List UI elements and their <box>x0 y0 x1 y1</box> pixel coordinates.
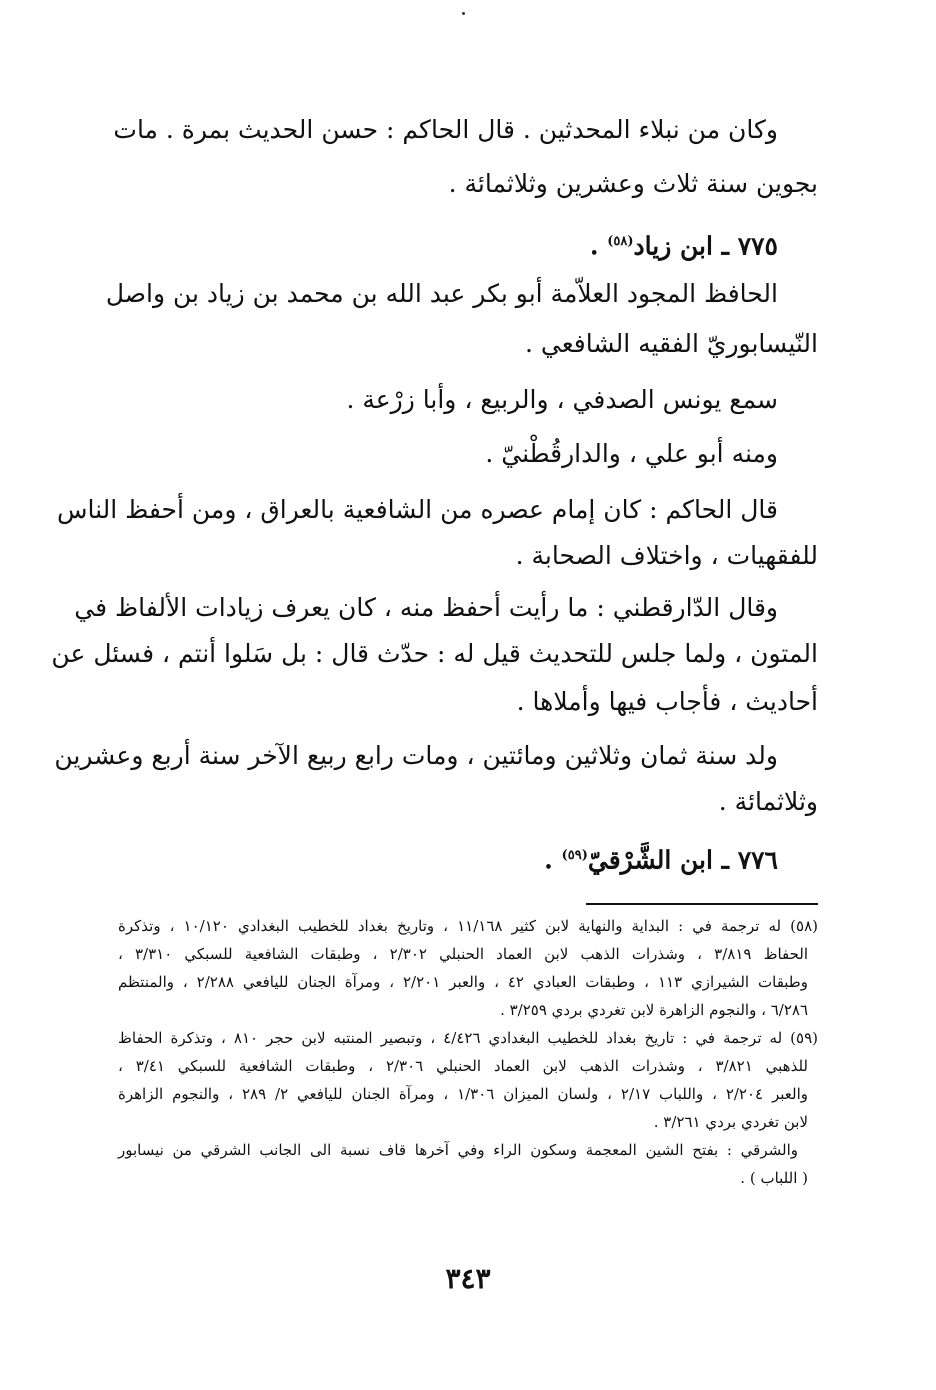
footnote-line: وطبقات الشيرازي ١١٣ ، وطبقات العبادي ٤٢ ، والعبر ٢/٢٠١ ، ومرآة الجنان لليافعي ٢/٢٨٨ ، والمنتظم <box>118 973 808 991</box>
footnote-line: والعبر ٢/٢٠٤ ، واللباب ٢/١٧ ، ولسان الميزان ١/٣٠٦ ، ومرآة الجنان لليافعي ٢/ ٢٨٩ ، والنجوم الزاهرة <box>118 1085 808 1103</box>
body-line: النّيسابوريّ الفقيه الشافعي . <box>524 329 818 358</box>
footnote-line: (٥٨) له ترجمة في : البداية والنهاية لابن كثير ١١/١٦٨ ، وتاريخ بغداد للخطيب البغدادي ١٠/١٢٠ ، وتذكرة <box>118 917 818 935</box>
footnote-line: ٦/٢٨٦ ، والنجوم الزاهرة لابن تغردي بردي ٣/٢٥٩ . <box>500 1001 808 1019</box>
body-line: المتون ، ولما جلس للتحديث قيل له : حدّث قال : بل سَلوا أنتم ، فسئل عن <box>51 639 818 668</box>
footnote-line: والشرقي : بفتح الشين المعجمة وسكون الراء وفي آخرها قاف نسبة الى الجانب الشرقي من نيسابور <box>118 1141 798 1159</box>
footnote-line: الحفاظ ٣/٨١٩ ، وشذرات الذهب لابن العماد الحنبلي ٢/٣٠٢ ، وطبقات الشافعية للسبكي ٣/٣١٠ ، <box>118 945 809 963</box>
footnote-ref: (٥٩) <box>561 848 588 863</box>
entry-end: . <box>589 231 608 261</box>
footnote-line: لابن تغردي بردي ٣/٢٦١ . <box>653 1113 808 1131</box>
body-line: ولد سنة ثمان وثلاثين ومائتين ، ومات رابع ربيع الآخر سنة أربع وعشرين <box>54 741 778 770</box>
footnote-line: ( اللباب ) . <box>740 1169 808 1187</box>
footnote-ref: (٥٨) <box>607 234 634 249</box>
body-line: للفقهيات ، واختلاف الصحابة . <box>515 541 818 570</box>
body-line: وكان من نبلاء المحدثين . قال الحاكم : حسن الحديث بمرة . مات <box>113 115 778 144</box>
entry-end: . <box>544 845 562 875</box>
body-line: سمع يونس الصدفي ، والربيع ، وأبا زرْعة . <box>346 385 778 414</box>
footnote-line: للذهبي ٣/٨٢١ ، وشذرات الذهب لابن العماد الحنبلي ٢/٣٠٦ ، وطبقات الشافعية للسبكي ٣/٤١ ، <box>118 1057 808 1075</box>
body-line: ومنه أبو علي ، والدارقُطْنيّ . <box>485 439 778 468</box>
entry-heading-776 <box>120 838 778 878</box>
body-line: وثلاثمائة . <box>718 787 818 816</box>
entry-heading-775 <box>120 224 778 264</box>
entry-title: ٧٧٦ ـ ابن الشَّرْقيّ <box>587 845 778 875</box>
entry-title: ٧٧٥ ـ ابن زياد <box>633 231 778 261</box>
body-line: بجوين سنة ثلاث وعشرين وثلاثمائة . <box>448 169 818 198</box>
footnote-separator <box>586 903 818 905</box>
body-line: قال الحاكم : كان إمام عصره من الشافعية بالعراق ، ومن أحفظ الناس <box>56 495 778 524</box>
body-line: الحافظ المجود العلاّمة أبو بكر عبد الله بن محمد بن زياد بن واصل <box>105 279 778 308</box>
body-line: وقال الدّارقطني : ما رأيت أحفظ منه ، كان يعرف زيادات الألفاظ في <box>74 593 778 622</box>
body-line: أحاديث ، فأجاب فيها وأملاها . <box>516 687 818 716</box>
page-number: ٣٤٣ <box>445 1262 491 1295</box>
footnote-line: (٥٩) له ترجمة في : تاريخ بغداد للخطيب البغدادي ٤/٤٢٦ ، وتبصير المنتبه لابن حجر ٨١٠ ، وتذكرة الحفاظ <box>118 1029 818 1047</box>
scan-speck <box>462 12 465 15</box>
